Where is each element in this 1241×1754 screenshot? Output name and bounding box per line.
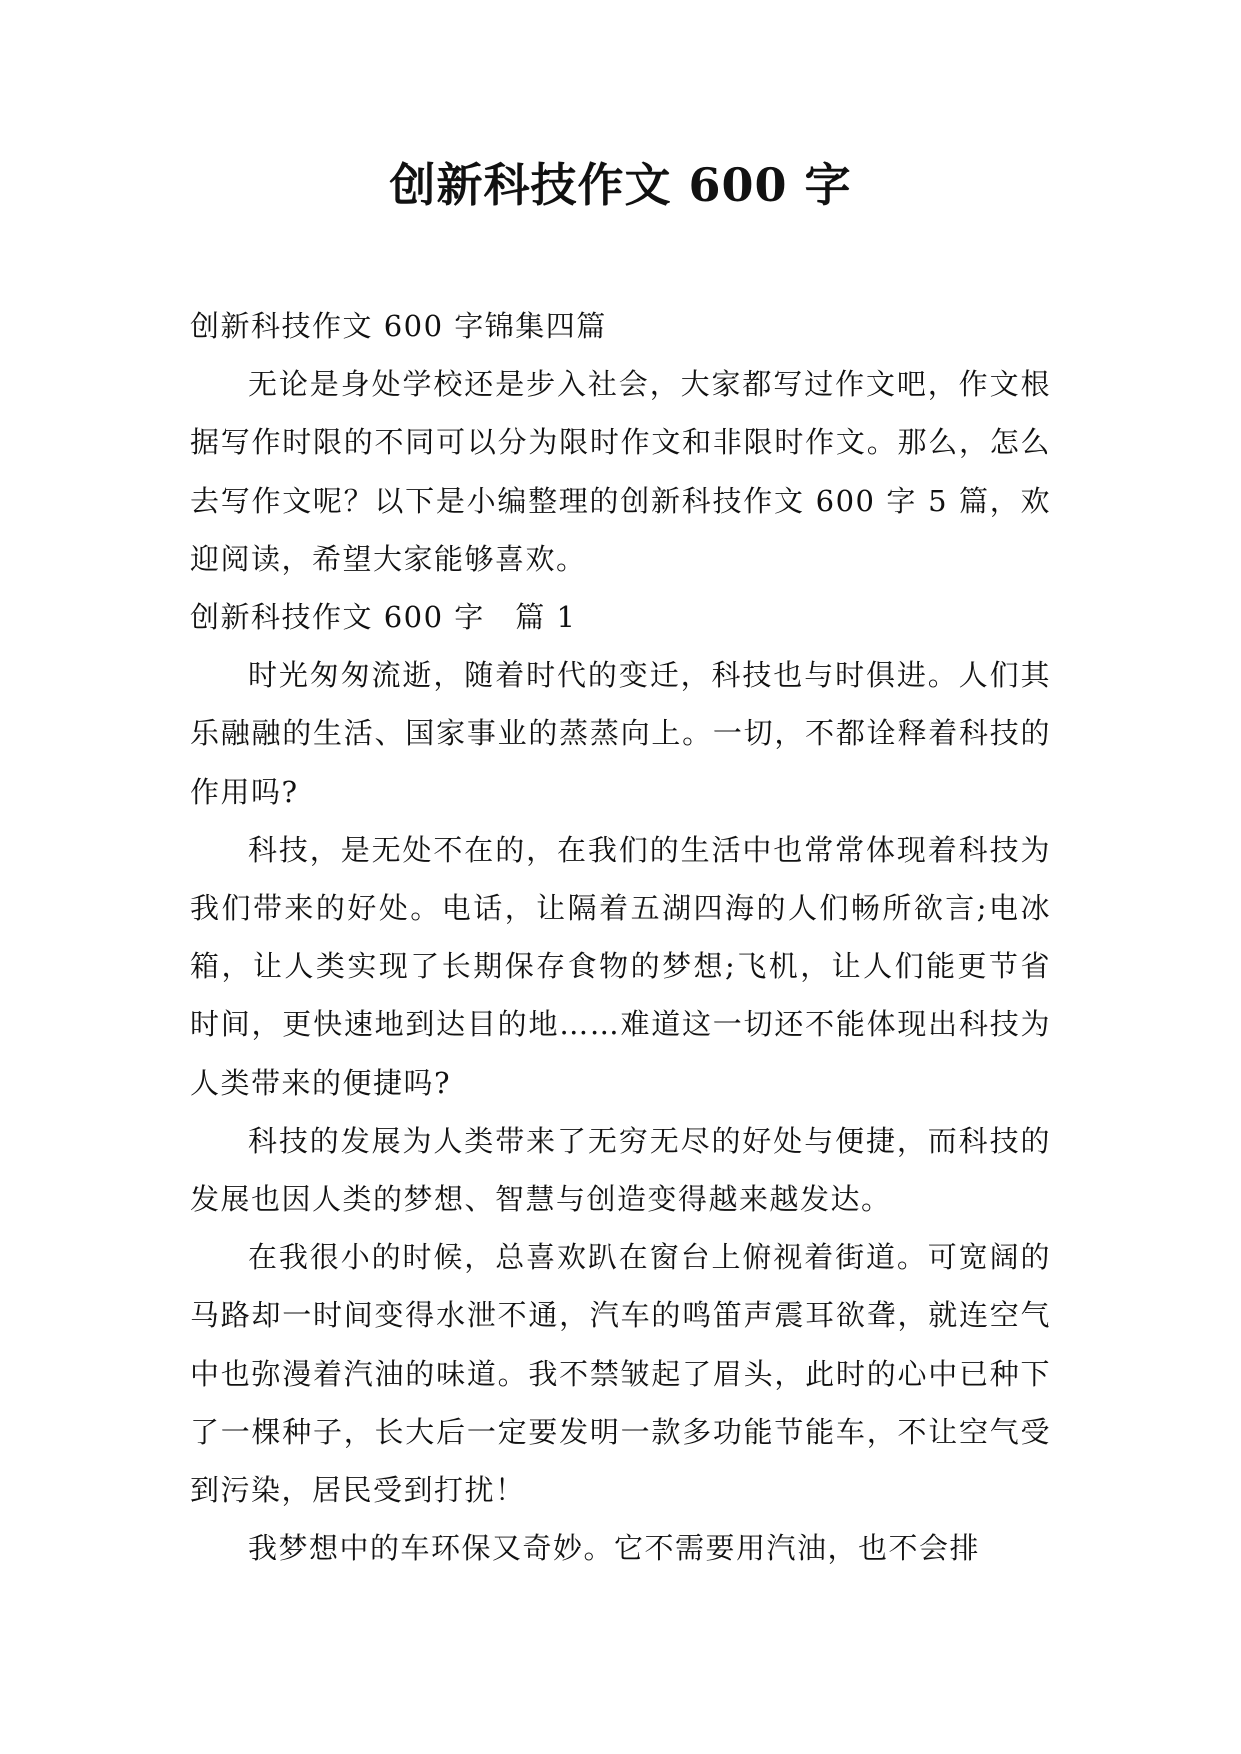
body-paragraph: 我梦想中的车环保又奇妙。它不需要用汽油，也不会排 <box>248 1531 981 1566</box>
body-paragraph: 科技的发展为人类带来了无穷无尽的好处与便捷，而科技的发展也因人类的梦想、智慧与创造变得越来越发达。 <box>190 1123 1051 1217</box>
section-heading: 创新科技作文 600 字 篇 1 <box>190 600 577 635</box>
body-paragraph: 时光匆匆流逝，随着时代的变迁，科技也与时俱进。人们其乐融融的生活、国家事业的蒸蒸向上。一切，不都诠释着科技的作用吗? <box>190 658 1051 809</box>
body-paragraph: 在我很小的时候，总喜欢趴在窗台上俯视着街道。可宽阔的马路却一时间变得水泄不通，汽车的鸣笛声震耳欲聋，就连空气中也弥漫着汽油的味道。我不禁皱起了眉头，此时的心中已种下了一棵种子，长大后一定要发明一款多功能节能车，不让空气受到污染，居民受到打扰！ <box>190 1240 1051 1508</box>
intro-paragraph: 无论是身处学校还是步入社会，大家都写过作文吧，作文根据写作时限的不同可以分为限时作文和非限时作文。那么，怎么去写作文呢？以下是小编整理的创新科技作文 600 字 5 篇，欢迎阅读，希望大家能够喜欢。 <box>190 367 1051 576</box>
body-paragraph: 科技，是无处不在的，在我们的生活中也常常体现着科技为我们带来的好处。电话，让隔着五湖四海的人们畅所欲言;电冰箱，让人类实现了长期保存食物的梦想;飞机，让人们能更节省时间，更快速地到达目的地……难道这一切还不能体现出科技为人类带来的便捷吗? <box>190 832 1051 1100</box>
collection-subtitle: 创新科技作文 600 字锦集四篇 <box>190 309 607 343</box>
document-body <box>190 297 1051 1577</box>
document-title: 创新科技作文 600 字 <box>389 158 852 212</box>
